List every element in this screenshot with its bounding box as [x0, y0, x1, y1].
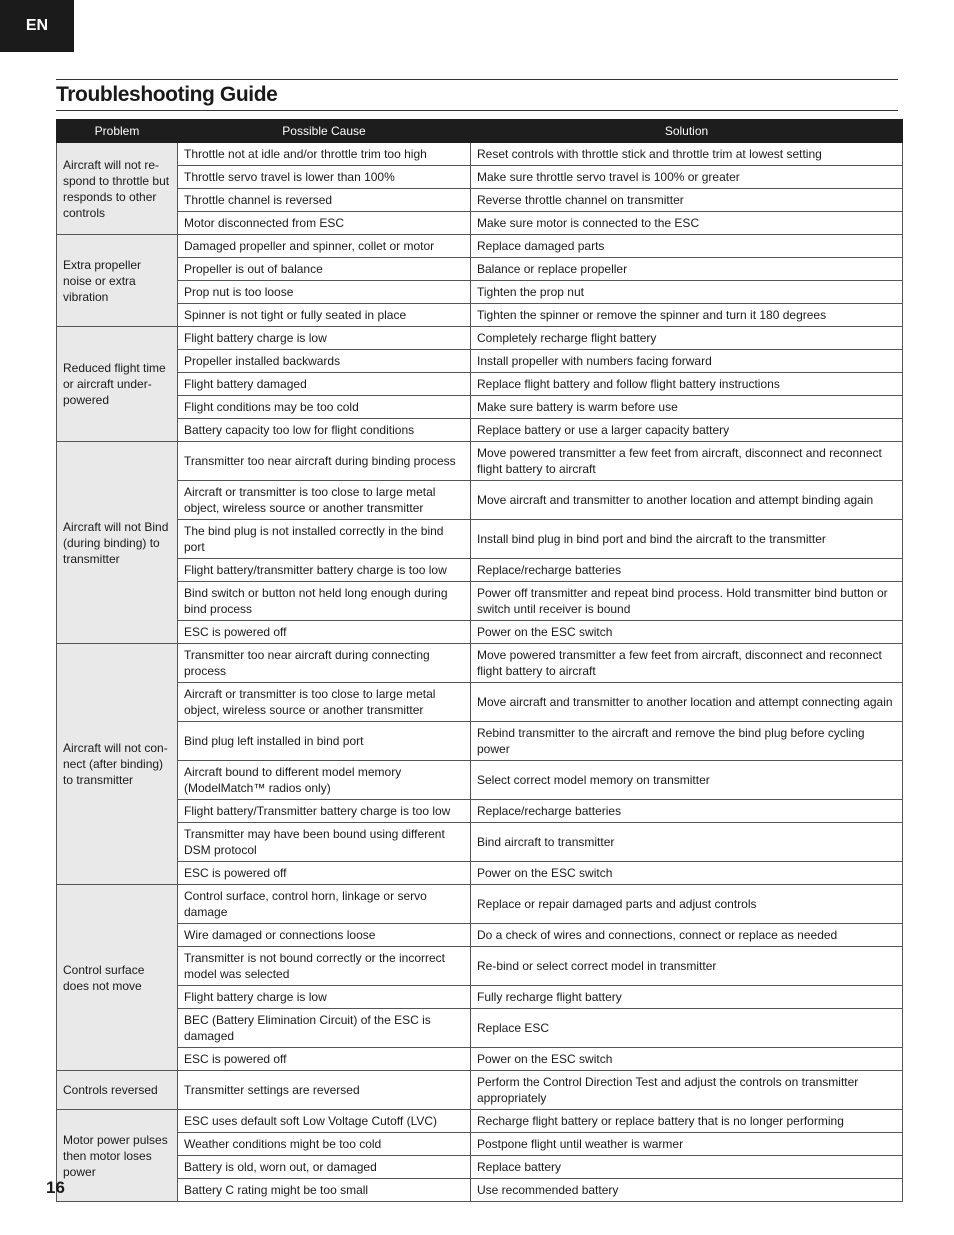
table-row: [57, 1048, 903, 1071]
table-row: [57, 761, 903, 800]
cause-cell: Flight conditions may be too cold: [178, 396, 471, 419]
solution-cell: Perform the Control Direction Test and adjust the controls on transmitter appropriately: [471, 1071, 903, 1110]
solution-cell: Tighten the spinner or remove the spinner and turn it 180 degrees: [471, 304, 903, 327]
cause-cell: Control surface, control horn, linkage or servo damage: [178, 885, 471, 924]
table-row: [57, 800, 903, 823]
table-row: [57, 419, 903, 442]
table-row: [57, 481, 903, 520]
problem-cell: Aircraft will not re-spond to throttle but responds to other controls: [57, 143, 178, 235]
table-row: [57, 189, 903, 212]
solution-cell: Replace or repair damaged parts and adjust controls: [471, 885, 903, 924]
table-row: [57, 350, 903, 373]
cause-cell: ESC is powered off: [178, 862, 471, 885]
cause-cell: Propeller installed backwards: [178, 350, 471, 373]
problem-cell: Controls reversed: [57, 1071, 178, 1110]
solution-cell: Make sure battery is warm before use: [471, 396, 903, 419]
solution-cell: Power on the ESC switch: [471, 1048, 903, 1071]
cause-cell: Transmitter may have been bound using different DSM protocol: [178, 823, 471, 862]
cause-cell: Flight battery damaged: [178, 373, 471, 396]
cause-cell: ESC is powered off: [178, 621, 471, 644]
table-row: [57, 621, 903, 644]
solution-cell: Tighten the prop nut: [471, 281, 903, 304]
cause-cell: Flight battery/transmitter battery charge is too low: [178, 559, 471, 582]
solution-cell: Select correct model memory on transmitter: [471, 761, 903, 800]
cause-cell: Transmitter settings are reversed: [178, 1071, 471, 1110]
cause-cell: Transmitter is not bound correctly or the incorrect model was selected: [178, 947, 471, 986]
table-header-row: [57, 120, 903, 143]
table-body: [57, 143, 903, 1202]
table-row: [57, 258, 903, 281]
cause-cell: Aircraft or transmitter is too close to large metal object, wireless source or another transmitter: [178, 683, 471, 722]
header-possible-cause: Possible Cause: [178, 120, 471, 143]
cause-cell: Flight battery/Transmitter battery charge is too low: [178, 800, 471, 823]
table-row: [57, 1179, 903, 1202]
table-row: [57, 582, 903, 621]
table-row: [57, 1133, 903, 1156]
solution-cell: Bind aircraft to transmitter: [471, 823, 903, 862]
table-row: [57, 396, 903, 419]
language-tab: EN: [0, 0, 74, 52]
table-row: [57, 442, 903, 481]
cause-cell: The bind plug is not installed correctly in the bind port: [178, 520, 471, 559]
problem-cell: Extra propeller noise or extra vibration: [57, 235, 178, 327]
cause-cell: Spinner is not tight or fully seated in place: [178, 304, 471, 327]
problem-cell: Aircraft will not con-nect (after binding) to transmitter: [57, 644, 178, 885]
solution-cell: Replace battery: [471, 1156, 903, 1179]
cause-cell: ESC uses default soft Low Voltage Cutoff (LVC): [178, 1110, 471, 1133]
cause-cell: Wire damaged or connections loose: [178, 924, 471, 947]
cause-cell: Throttle channel is reversed: [178, 189, 471, 212]
cause-cell: Battery C rating might be too small: [178, 1179, 471, 1202]
cause-cell: Motor disconnected from ESC: [178, 212, 471, 235]
solution-cell: Re-bind or select correct model in transmitter: [471, 947, 903, 986]
cause-cell: BEC (Battery Elimination Circuit) of the ESC is damaged: [178, 1009, 471, 1048]
problem-cell: Control surface does not move: [57, 885, 178, 1071]
table-row: [57, 520, 903, 559]
cause-cell: Throttle servo travel is lower than 100%: [178, 166, 471, 189]
cause-cell: Bind plug left installed in bind port: [178, 722, 471, 761]
table-row: [57, 1110, 903, 1133]
cause-cell: Weather conditions might be too cold: [178, 1133, 471, 1156]
header-problem: Problem: [57, 120, 178, 143]
table-row: [57, 862, 903, 885]
solution-cell: Reverse throttle channel on transmitter: [471, 189, 903, 212]
table-row: [57, 1156, 903, 1179]
problem-cell: Aircraft will not Bind (during binding) to transmitter: [57, 442, 178, 644]
table-row: [57, 281, 903, 304]
table-row: [57, 373, 903, 396]
title-rule-bottom: [56, 110, 898, 111]
solution-cell: Replace/recharge batteries: [471, 559, 903, 582]
solution-cell: Reset controls with throttle stick and throttle trim at lowest setting: [471, 143, 903, 166]
solution-cell: Move aircraft and transmitter to another location and attempt binding again: [471, 481, 903, 520]
page-number: 16: [46, 1178, 65, 1197]
solution-cell: Replace ESC: [471, 1009, 903, 1048]
cause-cell: Aircraft or transmitter is too close to large metal object, wireless source or another transmitter: [178, 481, 471, 520]
troubleshooting-table: [56, 119, 903, 1202]
cause-cell: Aircraft bound to different model memory (ModelMatch™ radios only): [178, 761, 471, 800]
cause-cell: Propeller is out of balance: [178, 258, 471, 281]
solution-cell: Move powered transmitter a few feet from aircraft, disconnect and reconnect flight battery to aircraft: [471, 442, 903, 481]
cause-cell: Transmitter too near aircraft during connecting process: [178, 644, 471, 683]
solution-cell: Do a check of wires and connections, connect or replace as needed: [471, 924, 903, 947]
table-row: [57, 1009, 903, 1048]
table-row: [57, 327, 903, 350]
solution-cell: Rebind transmitter to the aircraft and remove the bind plug before cycling power: [471, 722, 903, 761]
cause-cell: Prop nut is too loose: [178, 281, 471, 304]
table-row: [57, 1071, 903, 1110]
table-row: [57, 166, 903, 189]
cause-cell: Throttle not at idle and/or throttle trim too high: [178, 143, 471, 166]
table-row: [57, 143, 903, 166]
table-row: [57, 722, 903, 761]
solution-cell: Replace flight battery and follow flight battery instructions: [471, 373, 903, 396]
solution-cell: Balance or replace propeller: [471, 258, 903, 281]
cause-cell: Transmitter too near aircraft during binding process: [178, 442, 471, 481]
table-row: [57, 235, 903, 258]
solution-cell: Install bind plug in bind port and bind the aircraft to the transmitter: [471, 520, 903, 559]
cause-cell: Battery capacity too low for flight conditions: [178, 419, 471, 442]
solution-cell: Replace battery or use a larger capacity battery: [471, 419, 903, 442]
cause-cell: Flight battery charge is low: [178, 327, 471, 350]
solution-cell: Replace damaged parts: [471, 235, 903, 258]
solution-cell: Completely recharge flight battery: [471, 327, 903, 350]
cause-cell: Bind switch or button not held long enough during bind process: [178, 582, 471, 621]
solution-cell: Power on the ESC switch: [471, 862, 903, 885]
cause-cell: ESC is powered off: [178, 1048, 471, 1071]
solution-cell: Make sure motor is connected to the ESC: [471, 212, 903, 235]
table-row: [57, 644, 903, 683]
problem-cell: Reduced flight time or aircraft under-powered: [57, 327, 178, 442]
problem-cell: Motor power pulses then motor loses power: [57, 1110, 178, 1202]
table-row: [57, 212, 903, 235]
table-row: [57, 683, 903, 722]
table-row: [57, 947, 903, 986]
solution-cell: Move aircraft and transmitter to another location and attempt connecting again: [471, 683, 903, 722]
cause-cell: Battery is old, worn out, or damaged: [178, 1156, 471, 1179]
table-row: [57, 559, 903, 582]
solution-cell: Fully recharge flight battery: [471, 986, 903, 1009]
solution-cell: Move powered transmitter a few feet from aircraft, disconnect and reconnect flight battery to aircraft: [471, 644, 903, 683]
solution-cell: Replace/recharge batteries: [471, 800, 903, 823]
table-row: [57, 924, 903, 947]
solution-cell: Postpone flight until weather is warmer: [471, 1133, 903, 1156]
cause-cell: Flight battery charge is low: [178, 986, 471, 1009]
header-solution: Solution: [471, 120, 903, 143]
table-row: [57, 823, 903, 862]
solution-cell: Power off transmitter and repeat bind process. Hold transmitter bind button or switch until receiver is bound: [471, 582, 903, 621]
solution-cell: Recharge flight battery or replace battery that is no longer performing: [471, 1110, 903, 1133]
page-title: Troubleshooting Guide: [56, 83, 278, 106]
table-row: [57, 885, 903, 924]
table-row: [57, 986, 903, 1009]
solution-cell: Use recommended battery: [471, 1179, 903, 1202]
solution-cell: Make sure throttle servo travel is 100% or greater: [471, 166, 903, 189]
solution-cell: Install propeller with numbers facing forward: [471, 350, 903, 373]
solution-cell: Power on the ESC switch: [471, 621, 903, 644]
table-row: [57, 304, 903, 327]
cause-cell: Damaged propeller and spinner, collet or motor: [178, 235, 471, 258]
